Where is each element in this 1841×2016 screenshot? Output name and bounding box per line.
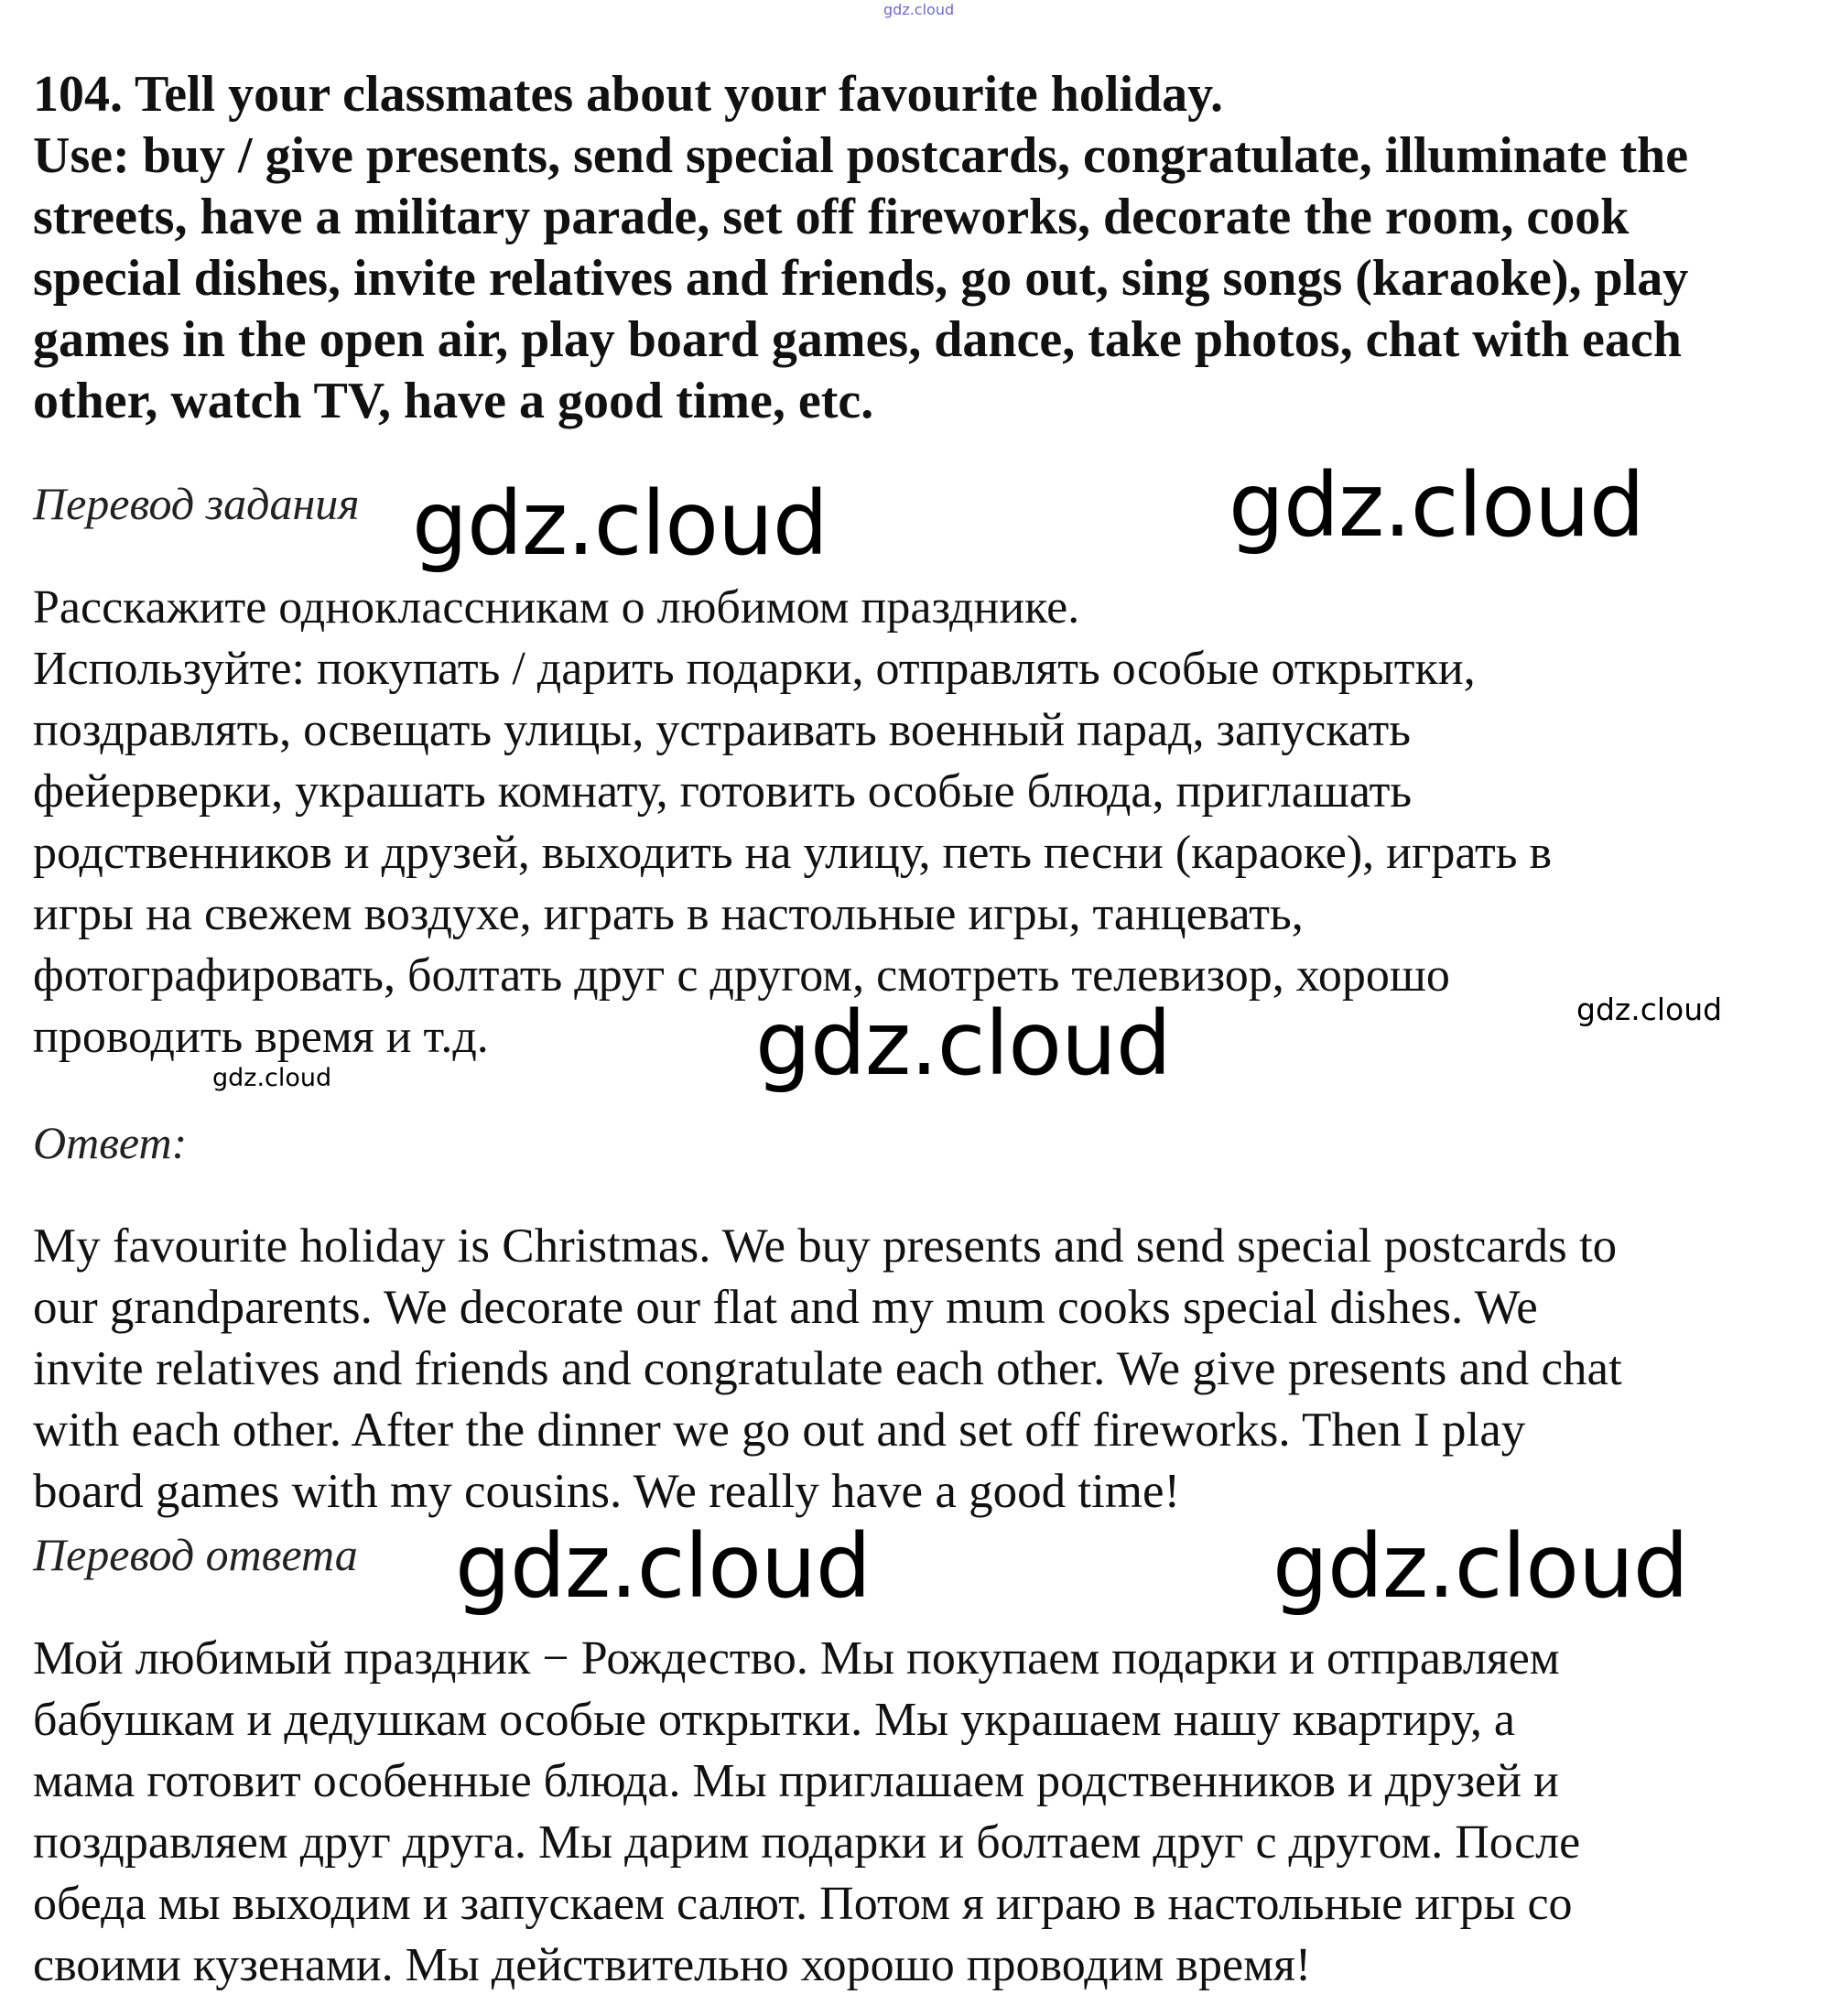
task-line: Use: buy / give presents, send special postcards, congratulate, illuminate the	[33, 127, 1689, 184]
watermark: gdz.cloud	[455, 1515, 871, 1618]
answer-line: board games with my cousins. We really have a good time!	[33, 1465, 1181, 1518]
task-translation-line: Расскажите одноклассникам о любимом празднике.	[33, 581, 1080, 634]
watermark: gdz.cloud	[1229, 454, 1644, 557]
answer-heading: Ответ:	[33, 1117, 188, 1168]
watermark-small: gdz.cloud	[1576, 992, 1723, 1027]
answer-line: our grandparents. We decorate our flat and my mum cooks special dishes. We	[33, 1281, 1538, 1334]
task-translation-line: фотографировать, болтать друг с другом, смотреть телевизор, хорошо	[33, 949, 1450, 1002]
task-translation-line: Используйте: покупать / дарить подарки, отправлять особые открытки,	[33, 643, 1476, 695]
answer-translation-heading: Перевод ответа	[33, 1529, 358, 1580]
watermark: gdz.cloud	[1272, 1515, 1688, 1618]
task-translation-line: поздравлять, освещать улицы, устраивать военный парад, запускать	[33, 704, 1411, 756]
task-translation-line: родственников и друзей, выходить на улицу, петь песни (караоке), играть в	[33, 827, 1553, 879]
answer-translation-line: бабушкам и дедушкам особые открытки. Мы украшаем нашу квартиру, а	[33, 1694, 1515, 1746]
task-line: other, watch TV, have a good time, etc.	[33, 373, 874, 429]
task-translation-line: фейерверки, украшать комнату, готовить особые блюда, приглашать	[33, 765, 1413, 818]
task-line: streets, have a military parade, set off fireworks, decorate the room, cook	[33, 189, 1630, 245]
watermark-small: gdz.cloud	[212, 1064, 332, 1092]
task-translation-line: игры на свежем воздухе, играть в настольные игры, танцевать,	[33, 888, 1304, 940]
watermark-tiny: gdz.cloud	[883, 1, 955, 18]
task-translation-heading: Перевод задания	[33, 478, 360, 529]
task-line: special dishes, invite relatives and friends, go out, sing songs (karaoke), play	[33, 250, 1689, 307]
answer-translation-line: поздравляем друг друга. Мы дарим подарки и болтаем друг с другом. После	[33, 1816, 1581, 1869]
answer-line: invite relatives and friends and congratulate each other. We give presents and chat	[33, 1342, 1622, 1395]
answer-translation-line: Мой любимый праздник − Рождество. Мы покупаем подарки и отправляем	[33, 1632, 1560, 1685]
watermark: gdz.cloud	[755, 992, 1171, 1095]
answer-translation-line: мама готовит особенные блюда. Мы приглашаем родственников и друзей и	[33, 1755, 1559, 1807]
answer-line: My favourite holiday is Christmas. We buy presents and send special postcards to	[33, 1219, 1618, 1273]
task-translation-line: проводить время и т.д.	[33, 1011, 489, 1063]
task-line: games in the open air, play board games, dance, take photos, chat with each	[33, 311, 1682, 368]
task-title: 104. Tell your classmates about your favourite holiday.	[33, 66, 1224, 123]
answer-translation-line: обеда мы выходим и запускаем салют. Потом я играю в настольные игры со	[33, 1878, 1573, 1930]
answer-line: with each other. After the dinner we go out and set off fireworks. Then I play	[33, 1404, 1526, 1457]
answer-translation-line: своими кузенами. Мы действительно хорошо проводим время!	[33, 1939, 1312, 1991]
watermark: gdz.cloud	[412, 472, 828, 575]
